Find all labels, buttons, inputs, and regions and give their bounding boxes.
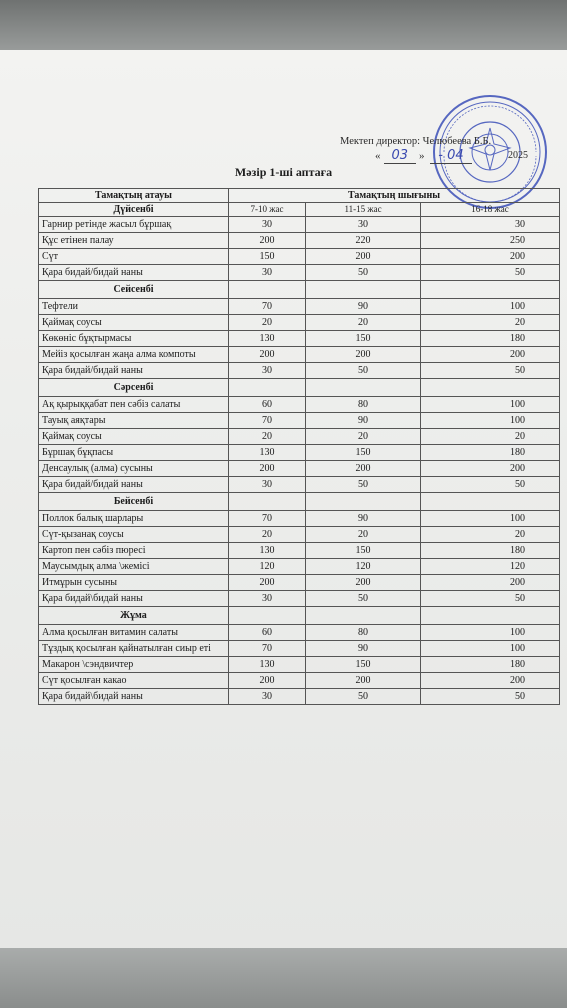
portion-value: 70 xyxy=(229,511,306,527)
portion-value: 50 xyxy=(306,477,421,493)
portion-value: 200 xyxy=(306,347,421,363)
top-background xyxy=(0,0,567,52)
dish-name: Қаймақ соусы xyxy=(39,315,229,331)
portion-value: 50 xyxy=(306,591,421,607)
portion-value: 130 xyxy=(229,445,306,461)
table-row xyxy=(39,575,560,591)
portion-value: 150 xyxy=(306,543,421,559)
portion-value: 200 xyxy=(421,461,560,477)
portion-value: 80 xyxy=(306,397,421,413)
table-row xyxy=(39,657,560,673)
portion-value: 200 xyxy=(421,673,560,689)
table-row xyxy=(39,527,560,543)
portion-value: 120 xyxy=(421,559,560,575)
empty-cell xyxy=(306,607,421,625)
day-header-row xyxy=(39,203,560,217)
portion-value: 200 xyxy=(229,575,306,591)
table-row xyxy=(39,429,560,445)
dish-name: Денсаулық (алма) сусыны xyxy=(39,461,229,477)
table-row xyxy=(39,673,560,689)
table-row xyxy=(39,543,560,559)
portion-value: 130 xyxy=(229,543,306,559)
col-header-name: Тамақтың атауы xyxy=(39,189,229,203)
portion-value: 20 xyxy=(229,527,306,543)
portion-value: 90 xyxy=(306,413,421,429)
dish-name: Құс етінен палау xyxy=(39,233,229,249)
table-row xyxy=(39,315,560,331)
portion-value: 200 xyxy=(306,575,421,591)
portion-value: 50 xyxy=(306,689,421,705)
day-name: Дүйсенбі xyxy=(39,203,229,217)
empty-cell xyxy=(306,493,421,511)
portion-value: 60 xyxy=(229,625,306,641)
empty-cell xyxy=(421,379,560,397)
day-name: Бейсенбі xyxy=(39,493,229,511)
dish-name: Қара бидай/бидай наны xyxy=(39,477,229,493)
portion-value: 20 xyxy=(306,527,421,543)
portion-value: 120 xyxy=(306,559,421,575)
day-name: Сәрсенбі xyxy=(39,379,229,397)
portion-value: 100 xyxy=(421,397,560,413)
portion-value: 200 xyxy=(229,347,306,363)
bottom-background xyxy=(0,948,567,1008)
dish-name: Алма қосылған витамин салаты xyxy=(39,625,229,641)
table-row xyxy=(39,461,560,477)
date-close-quote: » xyxy=(419,150,425,162)
portion-value: 30 xyxy=(229,363,306,379)
dish-name: Қара бидай/бидай наны xyxy=(39,363,229,379)
portion-value: 50 xyxy=(306,265,421,281)
table-header-row xyxy=(39,189,560,203)
portion-value: 180 xyxy=(421,445,560,461)
portion-value: 80 xyxy=(306,625,421,641)
portion-value: 20 xyxy=(421,429,560,445)
portion-value: 100 xyxy=(421,413,560,429)
portion-value: 30 xyxy=(229,477,306,493)
portion-value: 20 xyxy=(229,429,306,445)
day-header-row xyxy=(39,493,560,511)
age-group-label: 16-18 жас xyxy=(421,203,560,217)
dish-name: Көкөніс бұқтырмасы xyxy=(39,331,229,347)
portion-value: 30 xyxy=(421,217,560,233)
empty-cell xyxy=(421,493,560,511)
portion-value: 200 xyxy=(229,673,306,689)
portion-value: 30 xyxy=(306,217,421,233)
col-header-output: Тамақтың шығыны xyxy=(229,189,560,203)
age-group-label: 11-15 жас xyxy=(306,203,421,217)
portion-value: 20 xyxy=(421,527,560,543)
table-row xyxy=(39,445,560,461)
portion-value: 200 xyxy=(306,249,421,265)
portion-value: 30 xyxy=(229,265,306,281)
empty-cell xyxy=(229,379,306,397)
dish-name: Қара бидай\бидай наны xyxy=(39,689,229,705)
portion-value: 150 xyxy=(306,657,421,673)
empty-cell xyxy=(421,281,560,299)
portion-value: 50 xyxy=(421,689,560,705)
empty-cell xyxy=(421,607,560,625)
portion-value: 90 xyxy=(306,299,421,315)
table-row xyxy=(39,397,560,413)
portion-value: 180 xyxy=(421,657,560,673)
age-group-label: 7-10 жас xyxy=(229,203,306,217)
dish-name: Гарнир ретінде жасыл бұршақ xyxy=(39,217,229,233)
portion-value: 120 xyxy=(229,559,306,575)
table-row xyxy=(39,413,560,429)
menu-table xyxy=(38,188,560,705)
day-header-row xyxy=(39,379,560,397)
table-row xyxy=(39,233,560,249)
day-header-row xyxy=(39,281,560,299)
portion-value: 20 xyxy=(421,315,560,331)
table-row xyxy=(39,331,560,347)
table-row xyxy=(39,641,560,657)
dish-name: Сүт xyxy=(39,249,229,265)
date-day: 03 xyxy=(384,148,417,164)
day-name: Жұма xyxy=(39,607,229,625)
table-row xyxy=(39,217,560,233)
portion-value: 200 xyxy=(306,673,421,689)
dish-name: Тефтели xyxy=(39,299,229,315)
portion-value: 180 xyxy=(421,331,560,347)
portion-value: 30 xyxy=(229,689,306,705)
portion-value: 220 xyxy=(306,233,421,249)
table-row xyxy=(39,299,560,315)
portion-value: 90 xyxy=(306,641,421,657)
dish-name: Мейіз қосылған жаңа алма компоты xyxy=(39,347,229,363)
dish-name: Қара бидай\бидай наны xyxy=(39,591,229,607)
day-header-row xyxy=(39,607,560,625)
portion-value: 50 xyxy=(421,265,560,281)
dish-name: Макарон \сэндвичтер xyxy=(39,657,229,673)
portion-value: 30 xyxy=(229,217,306,233)
dish-name: Сүт қосылған какао xyxy=(39,673,229,689)
portion-value: 100 xyxy=(421,641,560,657)
portion-value: 130 xyxy=(229,657,306,673)
table-row xyxy=(39,511,560,527)
portion-value: 90 xyxy=(306,511,421,527)
portion-value: 70 xyxy=(229,299,306,315)
dish-name: Сүт-қызанақ соусы xyxy=(39,527,229,543)
portion-value: 200 xyxy=(421,249,560,265)
portion-value: 20 xyxy=(229,315,306,331)
table-row xyxy=(39,249,560,265)
portion-value: 50 xyxy=(306,363,421,379)
portion-value: 60 xyxy=(229,397,306,413)
table-row xyxy=(39,265,560,281)
portion-value: 130 xyxy=(229,331,306,347)
portion-value: 180 xyxy=(421,543,560,559)
dish-name: Итмұрын сусыны xyxy=(39,575,229,591)
portion-value: 70 xyxy=(229,413,306,429)
table-row xyxy=(39,591,560,607)
portion-value: 30 xyxy=(229,591,306,607)
portion-value: 50 xyxy=(421,591,560,607)
dish-name: Тауық аяқтары xyxy=(39,413,229,429)
table-row xyxy=(39,477,560,493)
portion-value: 50 xyxy=(421,363,560,379)
table-row xyxy=(39,347,560,363)
portion-value: 20 xyxy=(306,429,421,445)
table-row xyxy=(39,363,560,379)
portion-value: 200 xyxy=(421,347,560,363)
empty-cell xyxy=(229,607,306,625)
portion-value: 150 xyxy=(229,249,306,265)
dish-name: Маусымдық алма \жемісі xyxy=(39,559,229,575)
portion-value: 50 xyxy=(421,477,560,493)
portion-value: 200 xyxy=(229,461,306,477)
portion-value: 70 xyxy=(229,641,306,657)
dish-name: Поллок балық шарлары xyxy=(39,511,229,527)
approval-date xyxy=(375,148,475,164)
table-row xyxy=(39,689,560,705)
portion-value: 200 xyxy=(229,233,306,249)
date-year: 2025 xyxy=(508,150,528,161)
empty-cell xyxy=(306,281,421,299)
empty-cell xyxy=(229,493,306,511)
dish-name: Ақ қырыққабат пен сәбіз салаты xyxy=(39,397,229,413)
empty-cell xyxy=(306,379,421,397)
dish-name: Тұздық қосылған қайнатылған сиыр еті xyxy=(39,641,229,657)
portion-value: 20 xyxy=(306,315,421,331)
portion-value: 200 xyxy=(421,575,560,591)
day-name: Сейсенбі xyxy=(39,281,229,299)
portion-value: 250 xyxy=(421,233,560,249)
portion-value: 100 xyxy=(421,511,560,527)
date-month: - 04 xyxy=(430,148,471,164)
dish-name: Қара бидай/бидай наны xyxy=(39,265,229,281)
portion-value: 200 xyxy=(306,461,421,477)
dish-name: Бұршақ бұқпасы xyxy=(39,445,229,461)
dish-name: Қаймақ соусы xyxy=(39,429,229,445)
table-row xyxy=(39,625,560,641)
portion-value: 100 xyxy=(421,299,560,315)
page-title: Мәзір 1-ші аптаға xyxy=(234,165,333,179)
director-label: Мектеп директор: Челюбеева Б.Б. xyxy=(340,136,492,147)
date-open-quote: « xyxy=(375,150,381,162)
dish-name: Картоп пен сәбіз пюресі xyxy=(39,543,229,559)
portion-value: 150 xyxy=(306,445,421,461)
portion-value: 150 xyxy=(306,331,421,347)
empty-cell xyxy=(229,281,306,299)
portion-value: 100 xyxy=(421,625,560,641)
table-row xyxy=(39,559,560,575)
